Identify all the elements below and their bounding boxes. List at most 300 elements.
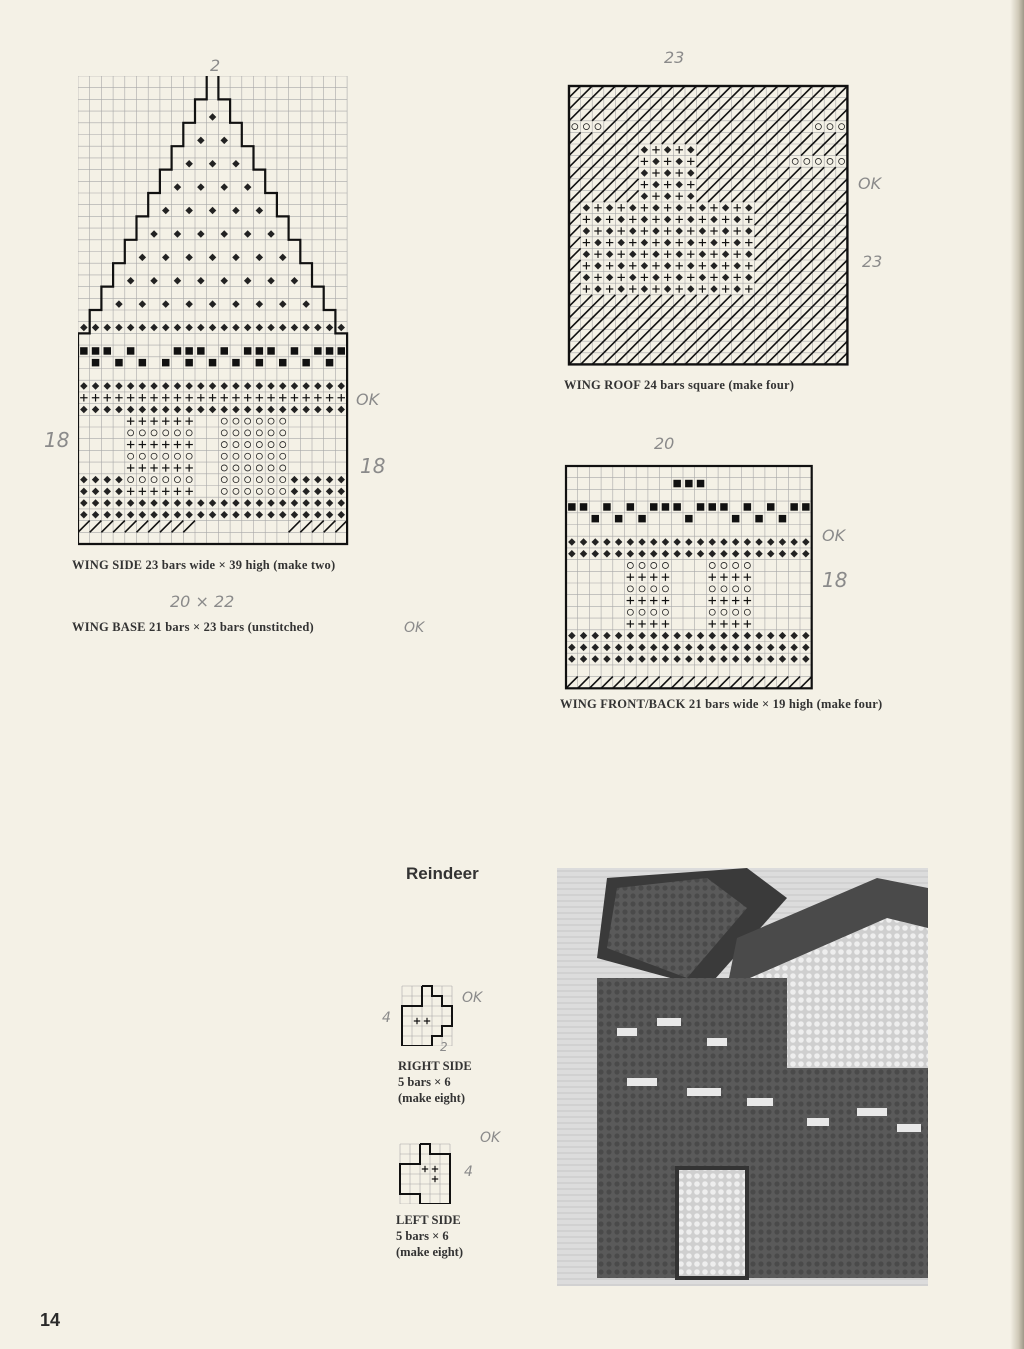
slant-stitch [755,225,767,237]
slant-stitch [755,248,767,260]
slant-stitch [730,677,742,689]
diamond-stitch [568,550,575,557]
slant-stitch [697,318,709,330]
slant-stitch [766,306,778,318]
diamond-stitch [638,632,645,639]
cross-stitch [675,262,682,269]
slant-stitch [569,86,581,98]
slant-stitch [766,109,778,121]
slant-stitch [778,132,790,144]
diamond-stitch [115,488,122,495]
diamond-stitch [720,655,727,662]
circle-stitch [256,453,262,459]
diamond-stitch [291,277,298,284]
diamond-stitch [744,538,751,545]
circle-stitch [151,477,157,483]
slant-stitch [639,318,651,330]
circle-stitch [256,465,262,471]
cross-stitch [629,285,636,292]
diamond-stitch [197,183,204,190]
slant-stitch [788,677,800,689]
slant-stitch [789,214,801,226]
circle-stitch [221,477,227,483]
diamond-stitch [92,324,99,331]
slant-stitch [697,306,709,318]
cross-stitch [732,573,739,580]
diamond-stitch [641,169,648,176]
cross-stitch [745,216,752,223]
slant-stitch [113,521,125,533]
cross-stitch [139,488,146,495]
block-stitch [568,503,575,510]
circle-stitch [709,609,715,615]
cross-stitch [744,620,751,627]
slant-stitch [789,225,801,237]
diamond-stitch [603,538,610,545]
diamond-stitch [162,511,169,518]
slant-stitch [615,132,627,144]
slant-stitch [708,98,720,110]
diamond-stitch [115,499,122,506]
slant-stitch [789,121,801,133]
diamond-stitch [592,632,599,639]
cross-stitch [641,181,648,188]
slant-stitch [569,167,581,179]
slant-stitch [813,237,825,249]
slant-stitch [766,179,778,191]
diamond-stitch [302,499,309,506]
slant-stitch [708,341,720,353]
diamond-stitch [594,285,601,292]
diamond-stitch [685,550,692,557]
slant-stitch [639,121,651,133]
diamond-stitch [326,488,333,495]
diamond-stitch [603,632,610,639]
slant-stitch [731,86,743,98]
slant-stitch [731,132,743,144]
cross-stitch [338,394,345,401]
diamond-stitch [720,550,727,557]
diamond-stitch [291,476,298,483]
slant-stitch [324,521,336,533]
cross-stitch [127,464,134,471]
slant-stitch [743,132,755,144]
diamond-stitch [641,262,648,269]
slant-stitch [766,330,778,342]
slant-stitch [778,248,790,260]
diamond-stitch [314,324,321,331]
circle-stitch [804,158,810,164]
block-stitch [197,347,204,354]
circle-stitch [639,586,645,592]
circle-stitch [268,418,274,424]
block-stitch [673,503,680,510]
cross-stitch [638,597,645,604]
cross-stitch [652,169,659,176]
cross-stitch [244,394,251,401]
slant-stitch [801,272,813,284]
slant-stitch [755,156,767,168]
slant-stitch [836,353,848,365]
note-wing-side-ok: OK [356,390,380,409]
cross-stitch [720,597,727,604]
diamond-stitch [641,192,648,199]
block-stitch [697,480,704,487]
diamond-stitch [232,324,239,331]
slant-stitch [755,295,767,307]
diamond-stitch [302,382,309,389]
slant-stitch [589,677,601,689]
cross-stitch [675,169,682,176]
cross-stitch [733,227,740,234]
cross-stitch [150,417,157,424]
cross-stitch [745,262,752,269]
block-stitch [615,515,622,522]
diamond-stitch [150,499,157,506]
circle-stitch [186,453,192,459]
block-stitch [185,347,192,354]
slant-stitch [755,132,767,144]
cross-stitch [664,181,671,188]
diamond-stitch [209,254,216,261]
slant-stitch [697,156,709,168]
diamond-stitch [197,324,204,331]
slant-stitch [824,341,836,353]
slant-stitch [627,86,639,98]
slant-stitch [592,330,604,342]
slant-stitch [639,353,651,365]
cross-stitch [432,1166,438,1172]
slant-stitch [753,677,765,689]
slant-stitch [662,98,674,110]
slant-stitch [755,202,767,214]
circle-stitch [221,418,227,424]
slant-stitch [627,295,639,307]
slant-stitch [697,121,709,133]
diamond-stitch [652,227,659,234]
slant-stitch [731,330,743,342]
diamond-stitch [127,382,134,389]
diamond-stitch [685,538,692,545]
circle-stitch [709,586,715,592]
cross-stitch [699,262,706,269]
diamond-stitch [641,285,648,292]
cross-stitch [652,262,659,269]
reindeer-right-side-chart [398,984,462,1046]
slant-stitch [789,98,801,110]
diamond-stitch [802,538,809,545]
diamond-stitch [627,632,634,639]
diamond-stitch [687,262,694,269]
circle-stitch [233,430,239,436]
slant-stitch [627,121,639,133]
cross-stitch [139,441,146,448]
slant-stitch [569,283,581,295]
circle-stitch [280,442,286,448]
slant-stitch [778,283,790,295]
slant-stitch [836,272,848,284]
diamond-stitch [185,324,192,331]
cross-stitch [617,250,624,257]
note-wing-side-left: 18 [44,428,70,452]
diamond-stitch [650,538,657,545]
slant-stitch [718,677,730,689]
diamond-stitch [606,274,613,281]
diamond-stitch [174,277,181,284]
diamond-stitch [150,230,157,237]
cross-stitch [162,394,169,401]
diamond-stitch [652,181,659,188]
slant-stitch [813,330,825,342]
slant-stitch [836,306,848,318]
diamond-stitch [732,655,739,662]
slant-stitch [755,318,767,330]
block-stitch [221,347,228,354]
slant-stitch [801,225,813,237]
slant-stitch [720,295,732,307]
slant-stitch [615,341,627,353]
cross-stitch [638,573,645,580]
slant-stitch [778,86,790,98]
circle-stitch [256,477,262,483]
diamond-stitch [80,382,87,389]
right-side-title: RIGHT SIDE [398,1059,472,1073]
diamond-stitch [617,285,624,292]
diamond-stitch [652,204,659,211]
slant-stitch [789,295,801,307]
diamond-stitch [209,160,216,167]
circle-stitch [245,430,251,436]
slant-stitch [778,121,790,133]
diamond-stitch [673,644,680,651]
slant-stitch [650,121,662,133]
slant-stitch [639,86,651,98]
diamond-stitch [115,324,122,331]
block-stitch [291,347,298,354]
cross-stitch [687,274,694,281]
slant-stitch [813,225,825,237]
cross-stitch [722,239,729,246]
diamond-stitch [664,146,671,153]
slant-stitch [627,306,639,318]
slant-stitch [813,190,825,202]
diamond-stitch [174,406,181,413]
diamond-stitch [675,204,682,211]
slant-stitch [801,283,813,295]
diamond-stitch [150,277,157,284]
slant-stitch [789,330,801,342]
slant-stitch [720,190,732,202]
circle-stitch [221,430,227,436]
cross-stitch [150,394,157,401]
diamond-stitch [115,382,122,389]
block-stitch [603,503,610,510]
reindeer-left-side-chart [398,1140,462,1204]
diamond-stitch [745,250,752,257]
circle-stitch [744,609,750,615]
cross-stitch [627,620,634,627]
diamond-stitch [779,655,786,662]
slant-stitch [615,179,627,191]
slant-stitch [766,318,778,330]
slant-stitch [813,109,825,121]
diamond-stitch [256,382,263,389]
diamond-stitch [244,230,251,237]
diamond-stitch [627,655,634,662]
wing-front-back-chart [563,463,815,691]
slant-stitch [731,109,743,121]
slant-stitch [731,295,743,307]
diamond-stitch [338,499,345,506]
diamond-stitch [687,216,694,223]
slant-stitch [743,179,755,191]
circle-stitch [233,488,239,494]
slant-stitch [300,521,312,533]
wing-side-caption: WING SIDE 23 bars wide × 39 high (make two) [72,558,336,572]
cross-stitch [221,394,228,401]
diamond-stitch [256,511,263,518]
slant-stitch [639,109,651,121]
slant-stitch [673,341,685,353]
diamond-stitch [755,644,762,651]
diamond-stitch [185,499,192,506]
left-side-size: 5 bars × 6 [396,1229,449,1243]
cross-stitch [185,488,192,495]
cross-stitch [267,394,274,401]
slant-stitch [755,214,767,226]
slant-stitch [697,86,709,98]
diamond-stitch [221,230,228,237]
diamond-stitch [338,511,345,518]
slant-stitch [78,521,90,533]
block-stitch [185,359,192,366]
slant-stitch [673,132,685,144]
diamond-stitch [279,406,286,413]
cross-stitch [675,285,682,292]
diamond-stitch [185,406,192,413]
diamond-stitch [314,488,321,495]
circle-stitch [744,562,750,568]
slant-stitch [683,677,695,689]
slant-stitch [569,306,581,318]
diamond-stitch [650,644,657,651]
cross-stitch [675,192,682,199]
diamond-stitch [664,285,671,292]
diamond-stitch [568,655,575,662]
slant-stitch [685,295,697,307]
diamond-stitch [279,382,286,389]
diamond-stitch [594,239,601,246]
slant-stitch [813,260,825,272]
diamond-stitch [580,655,587,662]
diamond-stitch [80,488,87,495]
slant-stitch [836,283,848,295]
slant-stitch [627,98,639,110]
slant-stitch [650,295,662,307]
slant-stitch [801,237,813,249]
block-stitch [685,515,692,522]
block-stitch [162,359,169,366]
slant-stitch [720,98,732,110]
diamond-stitch [580,538,587,545]
circle-stitch [651,562,657,568]
slant-stitch [789,179,801,191]
slant-stitch [627,341,639,353]
slant-stitch [755,237,767,249]
diamond-stitch [314,499,321,506]
diamond-stitch [197,137,204,144]
diamond-stitch [267,511,274,518]
diamond-stitch [629,274,636,281]
circle-stitch [245,442,251,448]
slant-stitch [720,167,732,179]
diamond-stitch [710,216,717,223]
cross-stitch [699,216,706,223]
slant-stitch [801,98,813,110]
cross-stitch [256,394,263,401]
slant-stitch [172,521,184,533]
diamond-stitch [209,382,216,389]
cross-stitch [662,597,669,604]
diamond-stitch [790,550,797,557]
diamond-stitch [720,632,727,639]
cross-stitch [687,250,694,257]
slant-stitch [662,132,674,144]
slant-stitch [778,330,790,342]
slant-stitch [673,295,685,307]
diamond-stitch [627,644,634,651]
diamond-stitch [244,511,251,518]
slant-stitch [824,260,836,272]
slant-stitch [824,248,836,260]
diamond-stitch [80,406,87,413]
slant-stitch [697,353,709,365]
slant-stitch [673,121,685,133]
slant-stitch [604,295,616,307]
wing-base-caption: WING BASE 21 bars × 23 bars (unstitched) [72,620,314,634]
cross-stitch [709,573,716,580]
diamond-stitch [652,158,659,165]
diamond-stitch [685,655,692,662]
slant-stitch [813,144,825,156]
cross-stitch [422,1166,428,1172]
slant-stitch [778,353,790,365]
diamond-stitch [732,632,739,639]
slant-stitch [836,190,848,202]
circle-stitch [221,465,227,471]
slant-stitch [604,179,616,191]
slant-stitch [581,190,593,202]
slant-stitch [813,132,825,144]
block-stitch [104,347,111,354]
diamond-stitch [779,632,786,639]
diamond-stitch [687,239,694,246]
diamond-stitch [732,538,739,545]
block-stitch [673,480,680,487]
diamond-stitch [326,511,333,518]
slant-stitch [697,144,709,156]
diamond-stitch [139,382,146,389]
slant-stitch [731,353,743,365]
cross-stitch [139,417,146,424]
slant-stitch [766,98,778,110]
slant-stitch [824,283,836,295]
cross-stitch [641,250,648,257]
slant-stitch [662,341,674,353]
circle-stitch [221,442,227,448]
diamond-stitch [302,406,309,413]
slant-stitch [836,237,848,249]
